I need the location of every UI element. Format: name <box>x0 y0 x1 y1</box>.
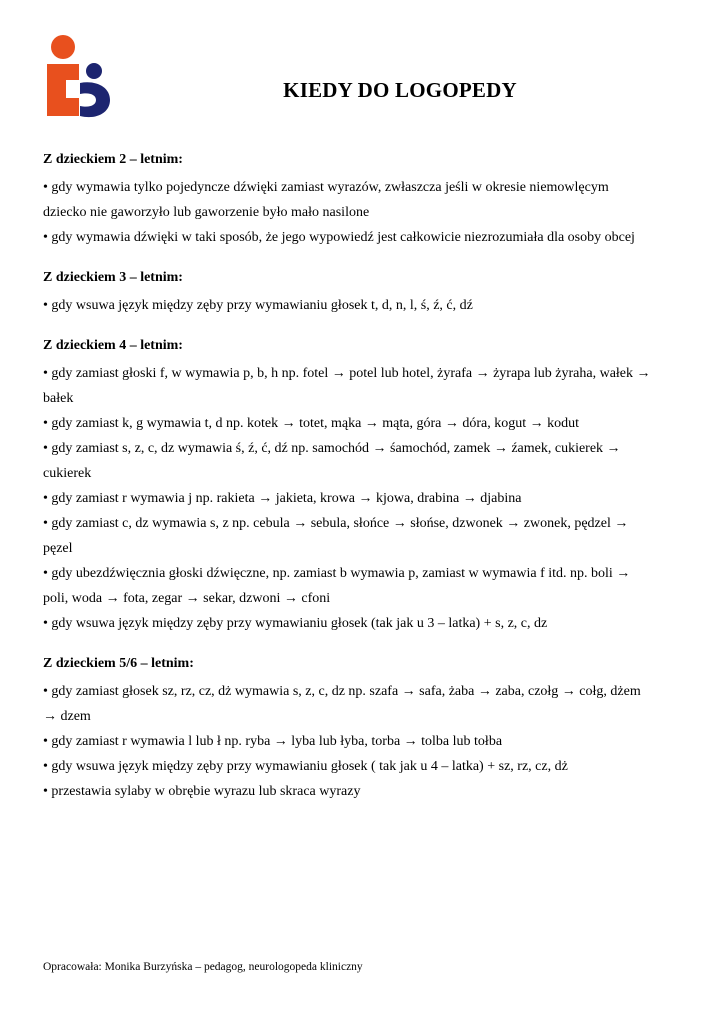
document-body <box>43 150 683 822</box>
text-line: bałek <box>43 391 74 406</box>
section-heading: Z dzieckiem 4 – letnim: <box>43 338 183 353</box>
text-line: • gdy zamiast r wymawia j np. rakieta → jakieta, krowa → kjowa, drabina → djabina <box>43 491 522 506</box>
text-line: • gdy ubezdźwięcznia głoski dźwięczne, np. zamiast b wymawia p, zamiast w wymawia f itd. np. boli → <box>43 566 631 581</box>
section-heading: Z dzieckiem 2 – letnim: <box>43 152 183 167</box>
text-line: • gdy zamiast s, z, c, dz wymawia ś, ź, ć, dź np. samochód → śamochód, zamek → źamek, cukierek → <box>43 441 621 456</box>
text-line: • gdy zamiast r wymawia l lub ł np. ryba → lyba lub łyba, torba → tolba lub tołba <box>43 734 503 749</box>
section-age-2 <box>43 150 683 250</box>
text-line: • gdy wsuwa język między zęby przy wymawianiu głosek t, d, n, l, ś, ź, ć, dź <box>43 298 473 313</box>
section-age-4 <box>43 336 683 636</box>
footer-credit: Opracowała: Monika Burzyńska – pedagog, neurologopeda kliniczny <box>43 961 363 973</box>
text-line: • gdy wsuwa język między zęby przy wymawianiu głosek (tak jak u 3 – latka) + s, z, c, dz <box>43 616 548 631</box>
speech-therapy-logo-icon <box>44 34 112 120</box>
text-line: • gdy zamiast c, dz wymawia s, z np. cebula → sebula, słońce → słońse, dzwonek → zwonek, pędzel → <box>43 516 629 531</box>
text-line: cukierek <box>43 466 92 481</box>
section-heading: Z dzieckiem 5/6 – letnim: <box>43 656 194 671</box>
text-line: pęzel <box>43 541 73 556</box>
section-age-3 <box>43 268 683 318</box>
text-line: • gdy wsuwa język między zęby przy wymawianiu głosek ( tak jak u 4 – latka) + sz, rz, cz, dż <box>43 759 568 774</box>
text-line: dziecko nie gaworzyło lub gaworzenie było mało nasilone <box>43 205 370 220</box>
section-age-5-6 <box>43 654 683 804</box>
text-line: • przestawia sylaby w obrębie wyrazu lub skraca wyrazy <box>43 784 361 799</box>
page-title: KIEDY DO LOGOPEDY <box>283 78 517 102</box>
text-line: poli, woda → fota, zegar → sekar, dzwoni → cfoni <box>43 591 331 606</box>
text-line: • gdy wymawia dźwięki w taki sposób, że jego wypowiedź jest całkowicie niezrozumiała dla osoby obcej <box>43 230 635 245</box>
text-line: • gdy zamiast k, g wymawia t, d np. kotek → totet, mąka → mąta, góra → dóra, kogut → kodut <box>43 416 580 431</box>
text-line: • gdy wymawia tylko pojedyncze dźwięki zamiast wyrazów, zwłaszcza jeśli w okresie niemowlęcym <box>43 180 609 195</box>
text-line: • gdy zamiast głoski f, w wymawia p, b, h np. fotel → potel lub hotel, żyrafa → żyrapa lub żyraha, wałek → <box>43 366 651 381</box>
section-heading: Z dzieckiem 3 – letnim: <box>43 270 183 285</box>
text-line: • gdy zamiast głosek sz, rz, cz, dż wymawia s, z, c, dz np. szafa → safa, żaba → zaba, czołg → cołg, dżem <box>43 684 641 699</box>
text-line: → dzem <box>43 709 91 724</box>
